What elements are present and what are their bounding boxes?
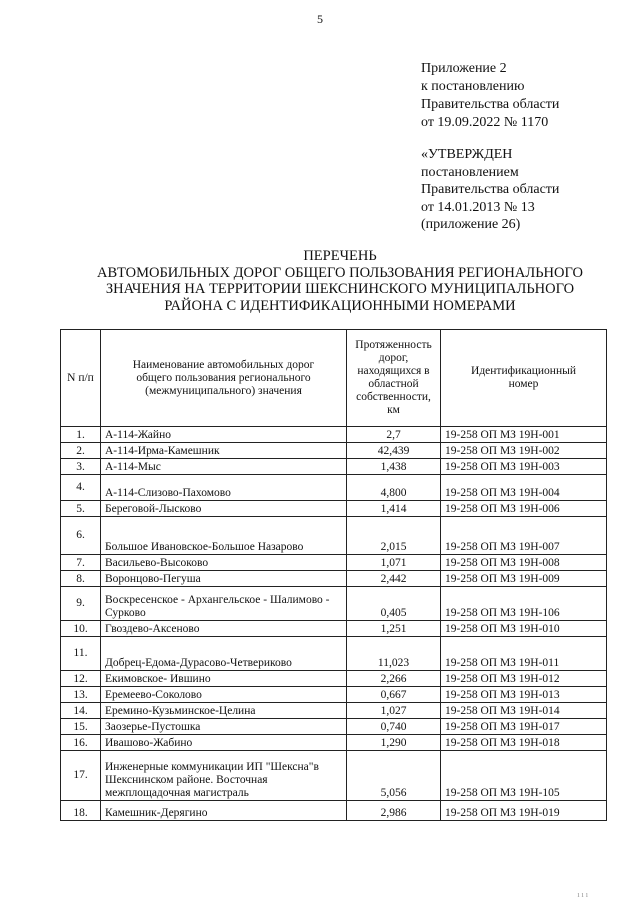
approval-line: (приложение 26) bbox=[421, 217, 521, 232]
title-line: АВТОМОБИЛЬНЫХ ДОРОГ ОБЩЕГО ПОЛЬЗОВАНИЯ РЕГИОНАЛЬНОГО bbox=[97, 264, 583, 281]
table-row bbox=[61, 517, 607, 555]
road-length: 1,438 bbox=[347, 459, 441, 475]
road-id: 19-258 ОП МЗ 19Н-001 bbox=[441, 427, 607, 443]
row-number: 7. bbox=[61, 555, 101, 571]
table-row bbox=[61, 587, 607, 621]
road-name: А-114-Слизово-Пахомово bbox=[101, 475, 347, 501]
road-id: 19-258 ОП МЗ 19Н-105 bbox=[441, 751, 607, 801]
title-line: ЗНАЧЕНИЯ НА ТЕРРИТОРИИ ШЕКСНИНСКОГО МУНИЦИПАЛЬНОГО bbox=[105, 281, 575, 297]
table-row bbox=[61, 443, 607, 459]
road-name: Васильево-Высоково bbox=[101, 555, 347, 571]
road-length: 0,667 bbox=[347, 687, 441, 703]
road-id: 19-258 ОП МЗ 19Н-010 bbox=[441, 621, 607, 637]
road-id: 19-258 ОП МЗ 19Н-002 bbox=[441, 443, 607, 459]
table-row bbox=[61, 735, 607, 751]
road-length: 11,023 bbox=[347, 637, 441, 671]
approval-line: постановлением bbox=[421, 164, 519, 180]
road-name: Екимовское- Ившино bbox=[101, 671, 347, 687]
header-id: Идентификационный номер bbox=[441, 330, 607, 427]
road-id: 19-258 ОП МЗ 19Н-013 bbox=[441, 687, 607, 703]
row-number: 10. bbox=[61, 621, 101, 637]
road-length: 2,7 bbox=[347, 427, 441, 443]
road-id: 19-258 ОП МЗ 19Н-018 bbox=[441, 735, 607, 751]
road-length: 4,800 bbox=[347, 475, 441, 501]
header-length: Протяженность дорог, находящихся в областной собственности, км bbox=[347, 330, 441, 427]
table-row bbox=[61, 637, 607, 671]
road-id: 19-258 ОП МЗ 19Н-008 bbox=[441, 555, 607, 571]
road-length: 1,290 bbox=[347, 735, 441, 751]
row-number: 4. bbox=[61, 475, 101, 501]
road-name: Заозерье-Пустошка bbox=[101, 719, 347, 735]
road-name: А-114-Ирма-Камешник bbox=[101, 443, 347, 459]
row-number: 1. bbox=[61, 427, 101, 443]
row-number: 14. bbox=[61, 703, 101, 719]
table-row bbox=[61, 459, 607, 475]
row-number: 17. bbox=[61, 751, 101, 801]
appendix-line: от 19.09.2022 № 1170 bbox=[421, 115, 549, 130]
table-body bbox=[61, 427, 607, 821]
appendix-line: Правительства области bbox=[421, 97, 560, 112]
road-length: 0,405 bbox=[347, 587, 441, 621]
road-length: 1,071 bbox=[347, 555, 441, 571]
road-name: Камешник-Дерягино bbox=[101, 801, 347, 821]
road-id: 19-258 ОП МЗ 19Н-006 bbox=[441, 501, 607, 517]
scan-mark: ı ı ı bbox=[577, 890, 588, 899]
table-row bbox=[61, 427, 607, 443]
road-id: 19-258 ОП МЗ 19Н-019 bbox=[441, 801, 607, 821]
title-line: РАЙОНА С ИДЕНТИФИКАЦИОННЫМИ НОМЕРАМИ bbox=[164, 297, 516, 314]
table-header-row bbox=[61, 330, 607, 427]
table-row bbox=[61, 751, 607, 801]
row-number: 13. bbox=[61, 687, 101, 703]
road-name: Ивашово-Жабино bbox=[101, 735, 347, 751]
roads-table bbox=[60, 329, 607, 821]
row-number: 15. bbox=[61, 719, 101, 735]
road-length: 1,251 bbox=[347, 621, 441, 637]
appendix-block bbox=[421, 60, 559, 132]
row-number: 16. bbox=[61, 735, 101, 751]
road-name: Инженерные коммуникации ИП "Шексна"в Шекснинском районе. Восточная межплощадочная магистраль bbox=[101, 751, 347, 801]
approval-line: «УТВЕРЖДЕН bbox=[421, 147, 513, 162]
appendix-line: к постановлению bbox=[421, 79, 525, 94]
road-name: А-114-Мыс bbox=[101, 459, 347, 475]
road-id: 19-258 ОП МЗ 19Н-004 bbox=[441, 475, 607, 501]
row-number: 12. bbox=[61, 671, 101, 687]
road-length: 2,986 bbox=[347, 801, 441, 821]
road-id: 19-258 ОП МЗ 19Н-007 bbox=[441, 517, 607, 555]
road-length: 1,027 bbox=[347, 703, 441, 719]
row-number: 6. bbox=[61, 517, 101, 555]
road-length: 1,414 bbox=[347, 501, 441, 517]
table-row bbox=[61, 621, 607, 637]
road-length: 2,015 bbox=[347, 517, 441, 555]
approval-line: Правительства области bbox=[421, 182, 560, 197]
road-length: 2,266 bbox=[347, 671, 441, 687]
approval-line: от 14.01.2013 № 13 bbox=[421, 199, 535, 215]
row-number: 3. bbox=[61, 459, 101, 475]
road-id: 19-258 ОП МЗ 19Н-014 bbox=[441, 703, 607, 719]
row-number: 9. bbox=[61, 587, 101, 621]
page-number: 5 bbox=[317, 12, 323, 26]
row-number: 18. bbox=[61, 801, 101, 821]
road-id: 19-258 ОП МЗ 19Н-012 bbox=[441, 671, 607, 687]
road-id: 19-258 ОП МЗ 19Н-003 bbox=[441, 459, 607, 475]
table-row bbox=[61, 719, 607, 735]
table-row bbox=[61, 501, 607, 517]
road-length: 42,439 bbox=[347, 443, 441, 459]
table-row bbox=[61, 571, 607, 587]
table-row bbox=[61, 671, 607, 687]
header-name: Наименование автомобильных дорог общего пользования регионального (межмуниципального) значения bbox=[101, 330, 347, 427]
road-id: 19-258 ОП МЗ 19Н-017 bbox=[441, 719, 607, 735]
road-length: 2,442 bbox=[347, 571, 441, 587]
title-line: ПЕРЕЧЕНЬ bbox=[303, 248, 377, 264]
header-num: N п/п bbox=[61, 330, 101, 427]
table-row bbox=[61, 475, 607, 501]
road-name: Еремино-Кузьминское-Целина bbox=[101, 703, 347, 719]
table-row bbox=[61, 801, 607, 821]
road-id: 19-258 ОП МЗ 19Н-011 bbox=[441, 637, 607, 671]
road-name: Добрец-Едома-Дурасово-Четвериково bbox=[101, 637, 347, 671]
table-row bbox=[61, 555, 607, 571]
row-number: 8. bbox=[61, 571, 101, 587]
approval-block bbox=[421, 146, 559, 234]
document-title bbox=[60, 248, 620, 314]
road-id: 19-258 ОП МЗ 19Н-106 bbox=[441, 587, 607, 621]
road-name: Воскресенское - Архангельское - Шалимово - Сурково bbox=[101, 587, 347, 621]
row-number: 2. bbox=[61, 443, 101, 459]
row-number: 5. bbox=[61, 501, 101, 517]
road-id: 19-258 ОП МЗ 19Н-009 bbox=[441, 571, 607, 587]
road-length: 5,056 bbox=[347, 751, 441, 801]
road-name: Береговой-Лысково bbox=[101, 501, 347, 517]
road-name: Воронцово-Пегуша bbox=[101, 571, 347, 587]
table-row bbox=[61, 687, 607, 703]
table-row bbox=[61, 703, 607, 719]
row-number: 11. bbox=[61, 637, 101, 671]
road-name: Большое Ивановское-Большое Назарово bbox=[101, 517, 347, 555]
appendix-line: Приложение 2 bbox=[421, 61, 507, 76]
road-length: 0,740 bbox=[347, 719, 441, 735]
road-name: Гвоздево-Аксеново bbox=[101, 621, 347, 637]
road-name: А-114-Жайно bbox=[101, 427, 347, 443]
road-name: Еремеево-Соколово bbox=[101, 687, 347, 703]
